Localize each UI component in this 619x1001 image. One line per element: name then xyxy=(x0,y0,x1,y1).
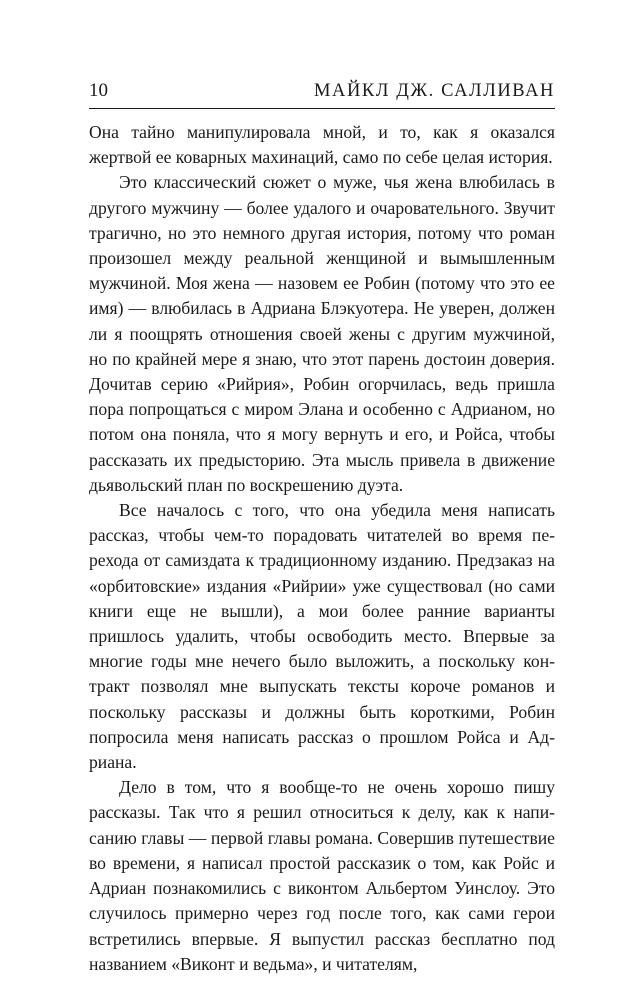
running-title: МАЙКЛ ДЖ. САЛЛИВАН xyxy=(313,81,555,101)
running-head xyxy=(89,78,555,104)
header-rule xyxy=(89,108,555,109)
paragraph-2: Это классический сюжет о муже, чья жена влюбилась в другого мужчину — более удалого и очаровательного. Звучит трагично, но это немного другая история, потому что роман произошел между реальной женщиной и вымышленным мужчиной. Моя жена — назовем ее Робин (потому что это ее имя) — влюбилась в Адриана Блэкуотера. Не уверен, должен ли я поощрять отношения своей жены с другим мужчиной, но по крайней мере я знаю, что этот парень достоин доверия. Дочитав серию «Рийрия», Робин огорчилась, ведь пришла пора попрощаться с миром Элана и особенно с Адрианом, но потом она поняла, что я могу вернуть и его, и Ройса, чтобы рассказать их предысторию. Эта мысль привела в движение дьявольский план по воскрешению дуэта. xyxy=(89,172,555,495)
body-text xyxy=(89,120,555,977)
paragraph-3: Все началось с того, что она убедила меня написать рассказ, чтобы чем-то порадовать читателей во время перехода от самиздата к традиционному изданию. Предзаказ на «орбитовские» издания «Рийрии» уже существовал (но сами книги еще не вышли), а мои более ранние варианты пришлось удалить, чтобы освободить место. Впервые за многие годы мне нечего было выложить, а поскольку контракт позволял мне выпускать тексты короче романов и поскольку рассказы и должны быть короткими, Робин попросила меня написать рассказ о прошлом Ройса и Адриана. xyxy=(89,500,555,773)
page-number: 10 xyxy=(89,80,108,101)
paragraph-1: Она тайно манипулировала мной, и то, как я оказался жертвой ее коварных махинаций, само по себе целая история. xyxy=(89,122,555,168)
paragraph-4: Дело в том, что я вообще-то не очень хорошо пишу рассказы. Так что я решил относиться к делу, как к написанию главы — первой главы романа. Совершив путешествие во времени, я написал простой рассказик о том, как Ройс и Адриан познакомились с виконтом Альбертом Уинслоу. Это случилось примерно через год после того, как сами герои встретились впервые. Я выпустил рассказ бесплатно под названием «Виконт и ведьма», и читателям, xyxy=(89,777,555,974)
